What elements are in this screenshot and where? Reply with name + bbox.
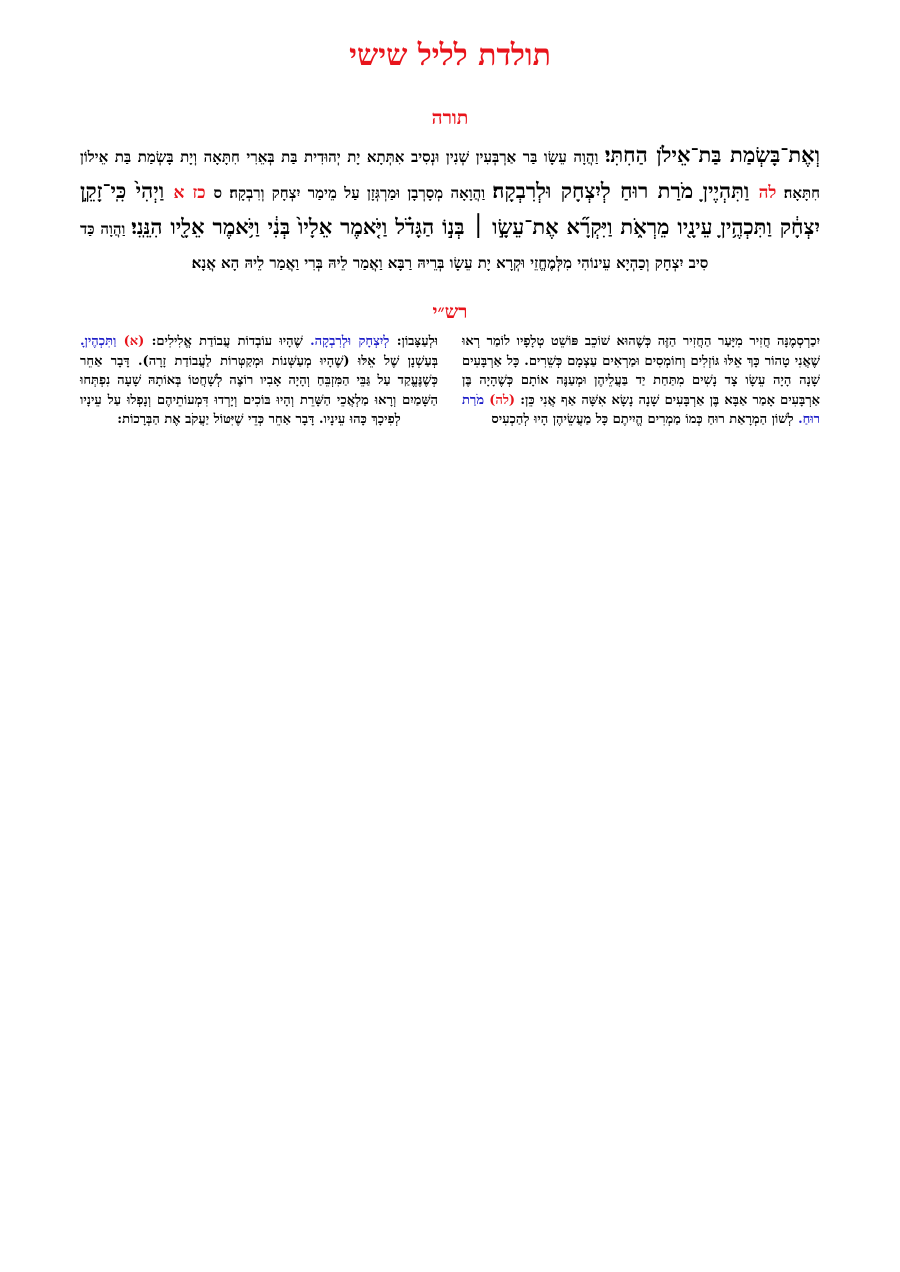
rashi-text: שֶׁהָיוּ עוֹבְדוֹת עֲבוֹדַת אֱלִילִים: xyxy=(144,334,311,349)
rashi-heading: רש״י xyxy=(432,301,468,323)
verse-text: וְאֶת־בָּשְׂמַת בַּת־אֵילֹן הַחִתִּי׃ xyxy=(604,142,820,167)
verse-number: לה xyxy=(758,183,777,203)
page-title: תולדת לליל שישי xyxy=(349,38,551,73)
rashi-text: בְּעַשְׁנָן שֶׁל אֵלּוּ (שֶׁהָיוּ מְעַשְּׁנוֹת וּמְקַטְּרוֹת לַעֲבוֹדַת זָרָה). דָּבָר אַחֵר כְּשֶׁנֶּעֱקַד עַל גַּבֵּי הַמִּזְבֵּחַ וְהָיָה אָבִיו רוֹצֶה לְשָׁחֲטוֹ בְּאוֹתָהּ שָׁעָה נִפְתְּחוּ הַשָּׁמַיִם וְרָאוּ מַלְאֲכֵי הַשָּׁרֵת וְהָיוּ בּוֹכִים וְיָרְדוּ דִּמְעוֹתֵיהֶם וְנָפְלוּ עַל עֵינָיו לְפִיכָךְ כָּהוּ עֵינָיו. דָּבָר אַחֵר כְּדֵי שֶׁיִּטּוֹל יַעֲקֹב אֶת הַבְּרָכוֹת: xyxy=(80,353,438,427)
rashi-text: לְשׁוֹן הַמְרָאַת רוּחַ כְּמוֹ מַמְרִים הֱיִיתֶם כָּל מַעֲשֵׂיהֶן הָיוּ לְהַכְעִיס xyxy=(491,412,799,427)
rashi-text: וּלְעַצָּבוֹן: xyxy=(389,334,438,349)
rashi-right-column xyxy=(462,332,820,430)
torah-heading: תורה xyxy=(431,107,469,129)
rashi-verse-mark: (לה) xyxy=(484,392,516,408)
rashi-text: יִכַרְסְמֶנָּה חֲזִיר מִיָּעַר הַחֲזִיר הַזֶּה כְּשֶׁהוּא שׁוֹכֵב פּוֹשֵׁט טְלָפָיו לוֹמַר רְאוּ שֶׁאֲנִי טָהוֹר כָּךְ אֵלּוּ גּוֹזְלִים וְחוֹמְסִים וּמַרְאִים עַצְמָם כְּשֵׁרִים. כָּל אַרְבָּעִים שָׁנָה הָיָה עֵשָׂו צָד נָשִׁים מִתַּחַת יַד בַּעֲלֵיהֶן וּמְעַנֶּה אוֹתָם כְּשֶׁהָיָה בֶּן אַרְבָּעִים אָמַר אַבָּא בֶּן אַרְבָּעִים שָׁנָה נָשָׂא אִשָּׁה אַף אֲנִי כֵּן: xyxy=(462,334,821,408)
verse-text: וַיְהִי֙ כִּֽי־זָקֵ֣ן יִצְחָ֔ק וַתִּכְהֶ֥יןָ עֵינָ֖יו מֵרְאֹ֑ת וַיִּקְרָ֞א אֶת־עֵשָׂ֣ו ׀ בְּנ֣וֹ הַגָּדֹ֗ל וַיֹּ֤אמֶר אֵלָיו֙ בְּנִ֔י וַיֹּ֥אמֶר אֵלָ֖יו הִנֵּֽנִי׃ xyxy=(80,178,820,239)
dibur-hamatchil: לְיִצְחָק וּלְרִבְקָה. xyxy=(310,334,390,349)
verse-number: כז א xyxy=(173,183,214,203)
rashi-columns xyxy=(80,332,820,430)
dibur-hamatchil: מֹרַת רוּחַ. xyxy=(462,392,820,427)
setuma-mark: ס xyxy=(213,184,223,202)
rashi-verse-mark: (א) xyxy=(116,334,145,349)
rashi-left-column xyxy=(80,332,438,430)
targum-text: וַהֲוָאָה מְסָרְבָן וּמַרְגְּזָן עַל מֵימַר יִצְחָק וְרִבְקָה׃ xyxy=(222,184,493,202)
verse-text: וַתִּהְיֶיןָ מֹרַת רוּחַ לְיִצְחָק וּלְרִבְקָה׃ xyxy=(492,178,759,203)
dibur-hamatchil: וַתִּכְהֶיןָ. xyxy=(80,334,117,349)
document-page xyxy=(80,0,820,430)
targum-text: וַהֲוָה כַּד סִיב יִצְחָק וְכַהְיָא עֵינוֹהִי מִלְּמֶחֱזֵי וּקְרָא יָת עֵשָׂו בְּרֵיהּ רַבָּא וַאֲמַר לֵיהּ בְּרִי וַאֲמַר לֵיהּ הָא אֲנָא׃ xyxy=(80,220,709,272)
targum-text: וַהֲוָה עֵשָׂו בַּר אַרְבְּעִין שְׁנִין וּנְסִיב אִתְּתָא יָת יְהוּדִית בַּת בְּאֵרִי חִתָּאָה וְיָת בָּשְׂמַת בַּת אֵילוֹן חִתָּאָה׃ xyxy=(80,148,820,202)
torah-text xyxy=(80,138,820,280)
